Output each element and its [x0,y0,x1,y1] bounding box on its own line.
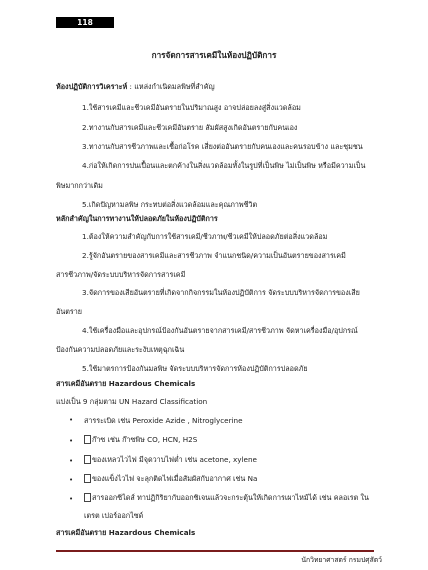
section-heading-suffix: : แหล่งกำเนิดมลพิษที่สำคัญ [127,82,215,91]
bullet-item-text: ของแข็งไวไฟ จะลุกติดไฟเมื่อสัมผัสกับอากาศ เช่น Na [92,474,258,483]
bullet-item-gases [84,435,197,444]
list-item: 5.เกิดปัญหามลพิษ กระทบต่อสิ่งแวดล้อมและคุณภาพชีวิต [82,200,258,209]
list-item-continuation: สารชีวภาพ/จัดระบบบริหารจัดการสารเคมี [56,270,186,279]
list-item: 3.ทางานกับสารชีวภาพและเชื้อก่อโรค เสี่ยงต่ออันตรายกับคนเองและคนรอบข้าง และชุมชน [82,142,363,151]
bullet-icon: • [69,437,74,445]
section-heading-hazardous-chemicals: สารเคมีอันตราย Hazardous Chemicals [56,379,196,388]
list-item-continuation: ป้องกันความปลอดภัยและระงับเหตุฉุกเฉิน [56,345,185,354]
list-item: 5.ใช้มาตรการป้องกันมลพิษ จัดระบบบริหารจัดการห้องปฏิบัติการปลอดภัย [82,364,308,373]
footer-divider [56,550,374,552]
bullet-icon: • [69,495,74,503]
section-heading-lab-analysis [56,82,215,91]
section-heading-hazardous-chemicals-2: สารเคมีอันตราย Hazardous Chemicals [56,528,196,537]
footer-text: นักวิทยาศาสตร์ กรมปศุสัตว์ [301,556,382,564]
missing-glyph-box-icon [84,493,91,502]
bullet-icon: • [69,476,74,484]
list-item: 1.ต้องให้ความสำคัญกับการใช้สารเคมี/ชีวภาพ/ชีวเคมีให้ปลอดภัยต่อสิ่งแวดล้อม [82,232,328,241]
list-item: 2.รู้จักอันตรายของสารเคมีและสารชีวภาพ จำแนกชนิด/ความเป็นอันตรายของสารเคมี [82,251,346,260]
page-number: 118 [56,17,114,28]
bullet-item-oxidizers [84,493,369,502]
list-item-continuation: พิษมากกว่าเดิม [56,181,103,190]
list-item: 2.ทางานกับสารเคมีและชีวเคมีอันตราย สัมผัสสูงเกิดอันตรายกับคนเอง [82,123,298,132]
bullet-item-flammable-liquids [84,455,257,464]
classification-intro: แบ่งเป็น 9 กลุ่มตาม UN Hazard Classification [56,397,208,406]
list-item: 3.จัดการของเสียอันตรายที่เกิดจากกิจกรรมในห้องปฏิบัติการ จัดระบบบริหารจัดการของเสีย [82,288,360,297]
bullet-item-text: สารออกซิไดส์ ทาปฏิกิริยากับออกซิเจนแล้วจะกระตุ้นให้เกิดการเผาไหม้ได้ เช่น คลอเรต ใน [92,493,369,502]
section-heading-text: ห้องปฏิบัติการวิเคราะห์ [56,82,128,91]
list-item: 4.ก่อให้เกิดการปนเปื้อนและตกค้างในสิ่งแวดล้อมทั้งในรูปที่เป็นพิษ ไม่เป็นพิษ หรือมีความเป็น [82,161,366,170]
list-item: 1.ใช้สารเคมีและชีวเคมีอันตรายในปริมาณสูง อาจปล่อยลงสู่สิ่งแวดล้อม [82,103,301,112]
list-item-continuation: อันตราย [56,307,83,316]
missing-glyph-box-icon [84,455,91,464]
document-title: การจัดการสารเคมีในห้องปฏิบัติการ [151,50,277,60]
bullet-icon: • [69,416,74,424]
bullet-icon: • [69,457,74,465]
bullet-item-text: ของเหลวไวไฟ มีจุดวาบไฟต่ำ เช่น acetone, xylene [92,455,257,464]
section-heading-safety-principles: หลักสำคัญในการทางานให้ปลอดภัยในห้องปฏิบัติการ [56,214,218,223]
bullet-item-flammable-solids [84,474,257,483]
bullet-item-explosives: สารระเบิด เช่น Peroxide Azide , Nitroglycerine [84,416,243,425]
missing-glyph-box-icon [84,474,91,483]
bullet-item-text: ก๊าซ เช่น ก๊าซพิษ CO, HCN, H2S [92,435,198,444]
missing-glyph-box-icon [84,435,91,444]
bullet-item-continuation: เตรต เปอร์ออกไซด์ [84,511,144,520]
list-item: 4.ใช้เครื่องมือและอุปกรณ์ป้องกันอันตรายจากสารเคมี/สารชีวภาพ จัดหาเครื่องมือ/อุปกรณ์ [82,326,358,335]
